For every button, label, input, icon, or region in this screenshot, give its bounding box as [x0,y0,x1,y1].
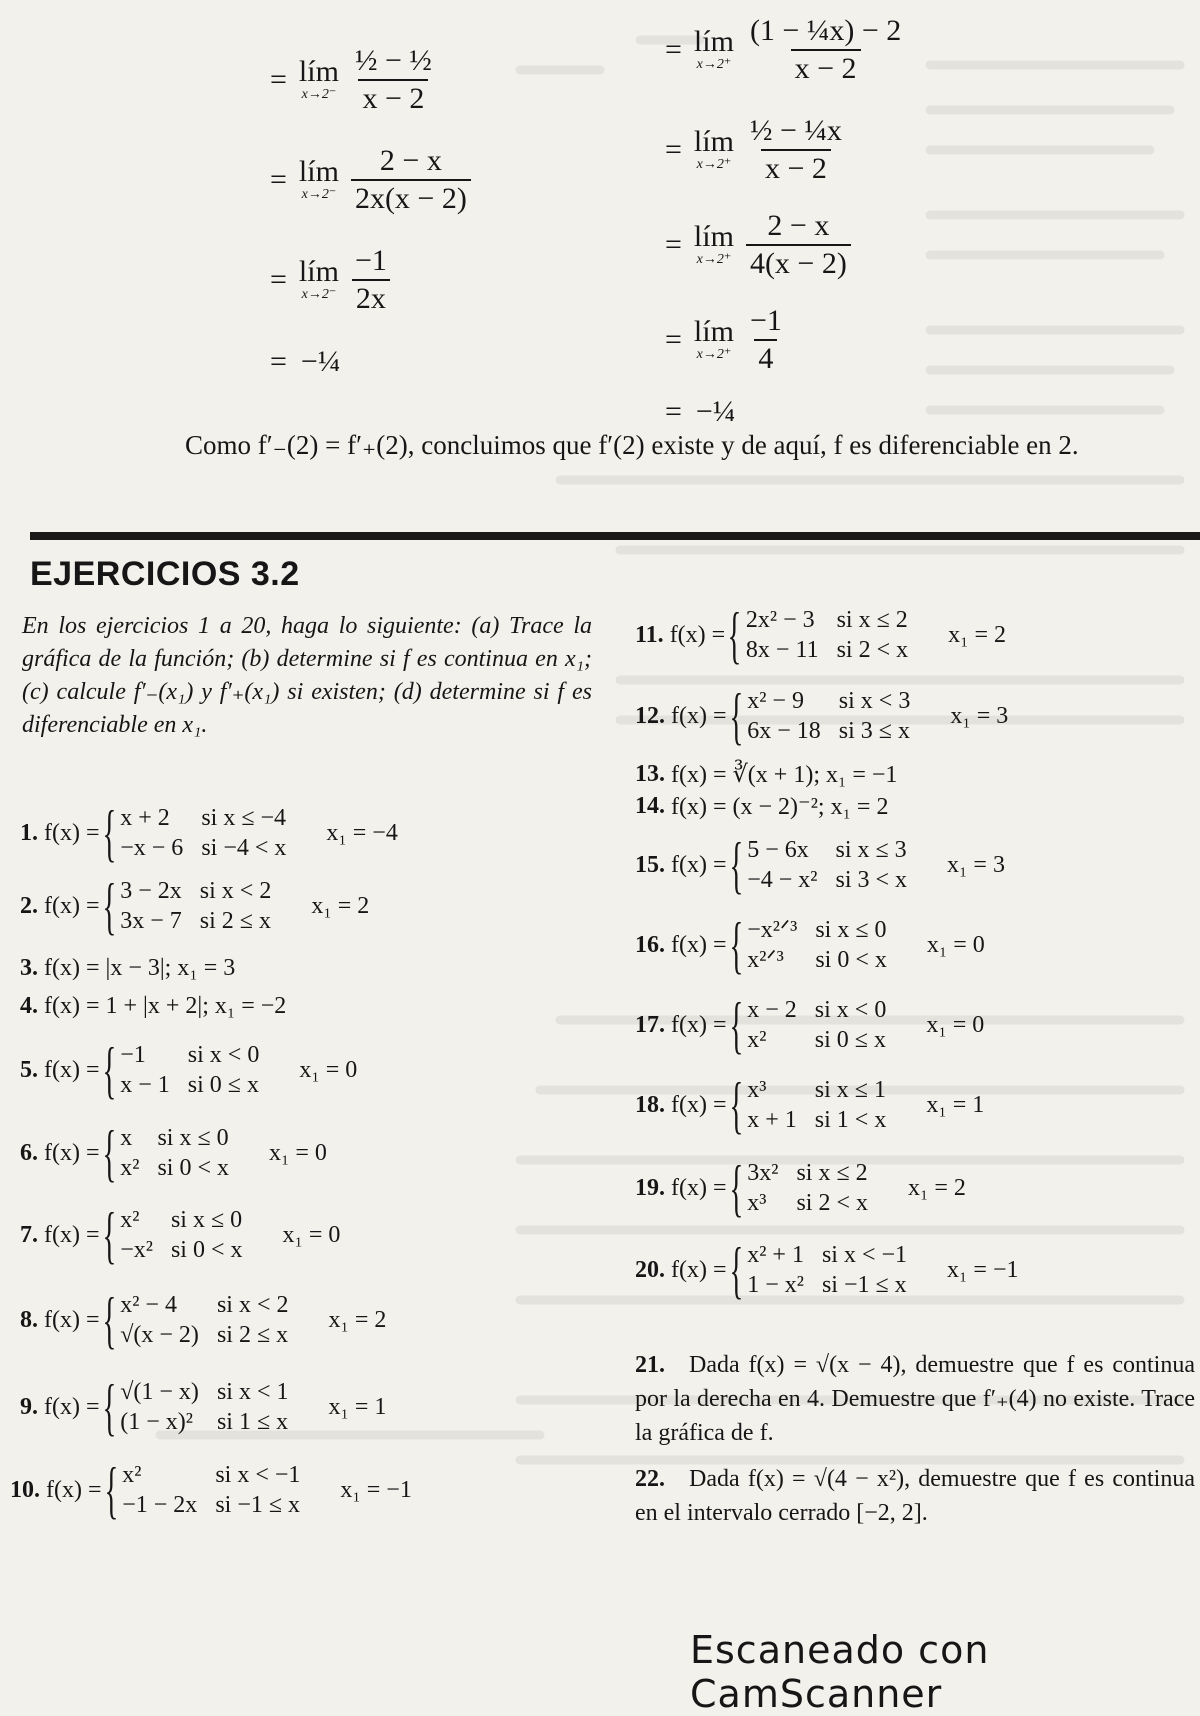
exercise-number: 17. [635,1011,665,1038]
exercise-number: 1. [20,819,38,846]
piecewise [102,1454,301,1525]
fraction [746,115,846,185]
case-expr: 3 − 2x [120,878,182,904]
exercise-number: 7. [20,1221,38,1248]
case-cond: si x < 1 [216,1379,289,1405]
equals-sign: = [270,163,287,196]
piecewise [100,1284,289,1355]
function-lhs: f(x) = [44,1221,100,1248]
piecewise-rows [747,835,907,895]
function-lhs: f(x) = [671,851,727,878]
exercise-14 [635,792,888,821]
lim-word: lím [298,255,339,288]
piecewise-rows [747,1158,868,1218]
case-expr: −1 [120,1042,146,1068]
x1-value: x₁ = −4 [326,819,398,846]
exercise-20 [635,1234,1019,1305]
x1-value: x₁ = 2 [948,621,1007,648]
left-brace-icon: { [728,1234,743,1305]
left-brace-icon: { [101,1034,116,1105]
equals-sign: = [665,33,682,66]
function-lhs: f(x) = [671,1011,727,1038]
exercise-10 [10,1454,412,1525]
piecewise-rows [747,1075,886,1135]
function-lhs: f(x) = [671,1091,727,1118]
function-lhs: f(x) = [44,819,100,846]
lim-subscript: x→2⁺ [696,252,732,267]
case-cond: si x < 2 [216,1292,289,1318]
limit-operator [299,157,339,203]
piecewise-rows [747,915,887,975]
lim-word: lím [693,315,734,348]
piecewise-rows [120,1040,259,1100]
problem-21 [635,1348,1195,1450]
camscanner-watermark: Escaneado con CamScanner [690,1628,990,1716]
exercise-number: 18. [635,1091,665,1118]
case-expr: x² − 4 [120,1292,177,1318]
case-expr: x³ [747,1190,767,1216]
case-expr: 3x² [747,1160,779,1186]
right-limit-result [665,395,735,429]
lim-subscript: x→2⁺ [696,347,732,362]
case-cond: si 2 < x [796,1190,868,1216]
case-expr: 3x − 7 [120,908,182,934]
piecewise-rows [120,1290,288,1350]
piecewise [727,909,887,980]
case-cond: si x < 0 [814,997,887,1023]
problem-number: 22. [635,1466,665,1492]
x1-value: x₁ = 3 [950,702,1009,729]
lim-word: lím [693,25,734,58]
case-cond: si x < 2 [199,878,272,904]
case-expr: √(1 − x) [120,1379,199,1405]
exercise-17 [635,989,985,1060]
exercise-6 [20,1117,327,1188]
piecewise [100,870,272,941]
exercise-16 [635,909,985,980]
x1-value: x₁ = 1 [328,1393,387,1420]
exercise-19 [635,1152,966,1223]
denominator: 2x(x − 2) [351,179,471,215]
exercise-number: 6. [20,1139,38,1166]
exercise-5 [20,1034,358,1105]
case-expr: x − 2 [747,997,797,1023]
piecewise-rows [747,1240,907,1300]
x1-value: x₁ = 0 [926,1011,985,1038]
piecewise-rows [120,803,286,863]
case-cond: si 3 ≤ x [838,718,910,744]
case-expr: 1 − x² [747,1272,804,1298]
case-expr: −x²ᐟ³ [747,917,798,943]
limit-operator [299,257,339,303]
exercise-4 [20,993,286,1020]
function-lhs: f(x) = [44,1306,100,1333]
limit-operator [694,222,734,268]
conclusion-sentence: Como f′₋(2) = f′₊(2), concluimos que f′(2) existe y de aquí, f es diferenciable en 2. [185,430,1079,460]
exercise-number: 10. [10,1476,40,1503]
case-cond: si 0 < x [170,1237,243,1263]
case-cond: si x ≤ 1 [814,1077,886,1103]
limit-operator [694,127,734,173]
function-lhs: f(x) = [671,931,727,958]
exercise-11 [635,599,1007,670]
case-expr: x² − 9 [747,688,804,714]
exercise-9 [20,1371,387,1442]
case-expr: x + 1 [747,1107,797,1133]
exercise-12 [635,680,1009,751]
left-limit-line-1 [270,145,471,215]
case-expr: 6x − 18 [747,718,821,744]
case-cond: si 0 ≤ x [187,1072,259,1098]
exercise-number: 20. [635,1256,665,1283]
fraction [351,145,471,215]
case-expr: −1 − 2x [122,1492,198,1518]
piecewise-rows [120,1377,288,1437]
right-limit-line-0 [665,15,905,85]
piecewise [727,680,911,751]
function-lhs: f(x) = [671,1256,727,1283]
numerator: (1 − ¼x) − 2 [749,14,902,47]
piecewise [727,1069,887,1140]
section-title: EJERCICIOS 3.2 [30,555,300,593]
case-cond: si 0 < x [157,1155,229,1181]
exercise-18 [635,1069,985,1140]
left-brace-icon: { [728,680,743,751]
piecewise [100,1371,289,1442]
right-limit-line-2 [665,210,851,280]
piecewise [725,599,909,670]
exercise-text: f(x) = 1 + |x + 2|; x₁ = −2 [44,993,287,1019]
left-brace-icon: { [728,829,743,900]
exercise-8 [20,1284,387,1355]
case-expr: x³ [747,1077,767,1103]
case-expr: x² + 1 [747,1242,804,1268]
case-cond: si 0 < x [815,947,887,973]
left-limit-line-0 [270,45,436,115]
x1-value: x₁ = 2 [907,1174,966,1201]
case-expr: x² [120,1207,140,1233]
function-lhs: f(x) = [44,1056,100,1083]
x1-value: x₁ = 2 [311,892,370,919]
left-brace-icon: { [727,599,742,670]
numerator: −1 [354,244,387,277]
case-cond: si 0 ≤ x [814,1027,886,1053]
case-expr: x²ᐟ³ [747,947,784,973]
equals-sign: = [665,395,682,428]
exercise-number: 15. [635,851,665,878]
function-lhs: f(x) = [44,1139,100,1166]
x1-value: x₁ = 0 [299,1056,358,1083]
equals-sign: = [270,345,287,378]
case-cond: si 1 < x [814,1107,887,1133]
case-cond: si x ≤ 3 [835,837,907,863]
case-expr: −4 − x² [747,867,818,893]
lim-subscript: x→2⁻ [301,287,337,302]
x1-value: x₁ = 0 [926,931,985,958]
lim-word: lím [298,55,339,88]
left-brace-icon: { [101,1371,116,1442]
exercise-number: 11. [635,621,664,648]
numerator: ½ − ½ [354,44,432,77]
case-expr: x − 1 [120,1072,170,1098]
piecewise [100,1034,260,1105]
fraction [746,305,786,375]
problem-text: Dada f(x) = √(x − 4), demuestre que f es continua por la derecha en 4. Demuestre que f′₊(4) no existe. Trace la gráfica de f. [635,1352,1195,1446]
x1-value: x₁ = −1 [340,1476,412,1503]
exercise-number: 4. [20,993,38,1019]
case-expr: x² [120,1155,140,1181]
left-brace-icon: { [101,870,116,941]
piecewise-rows [120,1205,242,1265]
function-lhs: f(x) = [671,1174,727,1201]
case-expr: 5 − 6x [747,837,809,863]
case-expr: −x − 6 [120,835,184,861]
case-expr: x + 2 [120,805,170,831]
piecewise [727,1152,868,1223]
limit-operator [694,317,734,363]
piecewise [727,829,908,900]
case-expr: 2x² − 3 [745,607,815,633]
function-lhs: f(x) = [669,621,726,648]
left-brace-icon: { [103,1454,118,1525]
case-expr: x² [747,1027,767,1053]
case-cond: si x ≤ −4 [201,805,287,831]
equals-sign: = [270,263,287,296]
piecewise-rows [120,876,271,936]
lim-word: lím [298,155,339,188]
right-limit-line-1 [665,115,846,185]
x1-value: x₁ = 0 [268,1139,327,1166]
piecewise [100,1117,229,1188]
x1-value: x₁ = 0 [282,1221,341,1248]
exercise-13 [635,760,897,789]
limit-operator [694,27,734,73]
numerator: 2 − x [767,209,830,242]
case-cond: si 2 ≤ x [199,908,271,934]
exercise-2 [20,870,370,941]
function-lhs: f(x) = [44,1393,100,1420]
exercise-15 [635,829,1005,900]
fraction [351,45,436,115]
case-expr: 8x − 11 [745,637,819,663]
case-cond: si −1 ≤ x [821,1272,907,1298]
denominator: x − 2 [358,79,428,115]
case-cond: si x ≤ 0 [157,1125,229,1151]
piecewise [100,797,287,868]
case-cond: si x ≤ 0 [170,1207,243,1233]
problem-text: Dada f(x) = √(4 − x²), demuestre que f es continua en el intervalo cerrado [−2, 2]. [635,1466,1195,1526]
x1-value: x₁ = 3 [947,851,1005,878]
result-value: −¼ [300,345,341,378]
case-cond: si −4 < x [201,835,287,861]
exercise-1 [20,797,398,868]
problem-22 [635,1462,1195,1530]
piecewise [727,989,887,1060]
x1-value: x₁ = 2 [328,1306,387,1333]
lim-subscript: x→2⁻ [301,187,337,202]
left-brace-icon: { [101,797,116,868]
piecewise-rows [122,1460,300,1520]
case-cond: si −1 ≤ x [215,1492,301,1518]
case-expr: (1 − x)² [120,1409,193,1435]
exercise-number: 8. [20,1306,38,1333]
fraction [351,245,391,315]
problem-number: 21. [635,1352,665,1378]
case-cond: si x ≤ 2 [796,1160,868,1186]
exercise-text: f(x) = (x − 2)⁻²; x₁ = 2 [671,794,889,820]
lim-word: lím [693,220,734,253]
case-expr: −x² [120,1237,153,1263]
section-divider [30,532,1200,540]
exercise-number: 14. [635,793,665,819]
equals-sign: = [270,63,287,96]
exercise-number: 9. [20,1393,38,1420]
numerator: −1 [749,304,782,337]
case-expr: x² [122,1462,142,1488]
piecewise-rows [747,686,910,746]
denominator: 2x [352,279,390,315]
piecewise [100,1199,243,1270]
denominator: 4 [754,339,777,375]
piecewise-rows [120,1123,229,1183]
case-cond: si x < 0 [187,1042,260,1068]
case-cond: si 2 ≤ x [216,1322,289,1348]
function-lhs: f(x) = [46,1476,102,1503]
denominator: x − 2 [761,149,831,185]
x1-value: x₁ = 1 [926,1091,985,1118]
limit-operator [299,57,339,103]
left-limit-line-2 [270,245,391,315]
exercise-number: 16. [635,931,665,958]
right-limit-line-3 [665,305,786,375]
case-cond: si x < −1 [215,1462,301,1488]
case-cond: si 2 < x [836,637,909,663]
case-cond: si 1 ≤ x [216,1409,289,1435]
case-cond: si 3 < x [835,867,908,893]
left-brace-icon: { [101,1284,116,1355]
left-brace-icon: { [728,1152,743,1223]
result-value: −¼ [695,395,736,428]
case-cond: si x ≤ 2 [836,607,908,633]
equals-sign: = [665,323,682,356]
denominator: 4(x − 2) [746,244,851,280]
exercise-7 [20,1199,341,1270]
case-cond: si x ≤ 0 [815,917,887,943]
case-expr: x [120,1125,133,1151]
exercise-number: 2. [20,892,38,919]
fraction [746,210,851,280]
lim-word: lím [693,125,734,158]
exercise-number: 5. [20,1056,38,1083]
lim-subscript: x→2⁻ [301,87,337,102]
left-brace-icon: { [728,989,743,1060]
left-brace-icon: { [101,1117,116,1188]
piecewise [727,1234,908,1305]
case-cond: si x < 3 [838,688,911,714]
exercise-text: f(x) = |x − 3|; x₁ = 3 [44,955,236,981]
left-brace-icon: { [728,1069,743,1140]
case-cond: si x < −1 [821,1242,908,1268]
numerator: ½ − ¼x [749,114,842,147]
piecewise-rows [746,605,908,665]
lim-subscript: x→2⁺ [696,157,732,172]
equals-sign: = [665,133,682,166]
fraction [746,15,905,85]
exercise-number: 12. [635,702,665,729]
exercise-3 [20,955,235,982]
case-expr: √(x − 2) [120,1322,199,1348]
left-brace-icon: { [101,1199,116,1270]
exercise-number: 13. [635,761,665,787]
section-instructions: En los ejercicios 1 a 20, haga lo siguiente: (a) Trace la gráfica de la función; (b) determine si f es continua en x₁; (c) calcule f′₋(x₁) y f′₊(x₁) si existen; (d) determine si f es diferenciable en x₁. [22,613,592,738]
piecewise-rows [747,995,886,1055]
left-limit-result [270,345,340,379]
numerator: 2 − x [379,144,442,177]
function-lhs: f(x) = [671,702,727,729]
left-brace-icon: { [728,909,743,980]
function-lhs: f(x) = [44,892,100,919]
x1-value: x₁ = −1 [947,1256,1019,1283]
denominator: x − 2 [791,49,861,85]
lim-subscript: x→2⁺ [696,57,732,72]
exercise-number: 19. [635,1174,665,1201]
exercise-text: f(x) = ∛(x + 1); x₁ = −1 [671,762,898,788]
equals-sign: = [665,228,682,261]
exercise-number: 3. [20,955,38,981]
